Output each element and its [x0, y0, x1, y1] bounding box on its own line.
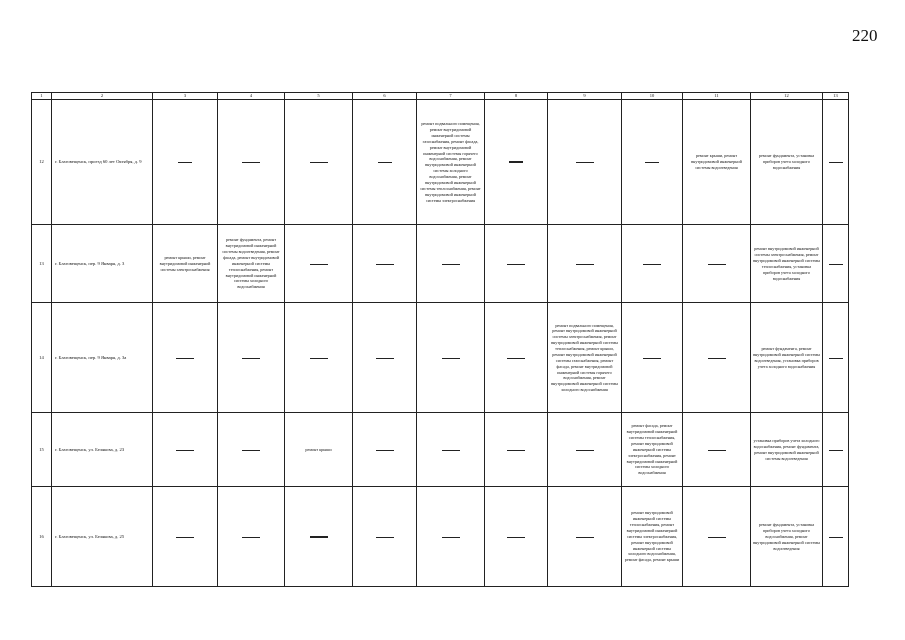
column-number: 11	[683, 93, 751, 100]
work-cell: ремонт подвального помещения, ремонт внутридомовой инженерной системы электроснабжения, ремонт внутридомовой инженерной системы теплоснабжения, ремонт крыши, ремонт внутридомовой инженерной системы газоснабжения, ремонт фасада, ремонт внутридомовой инженерной системы горячего водоснабжения, ремонт внутридомовой инженерной системы холодного водоснабжения	[548, 303, 622, 413]
empty-dash	[643, 358, 661, 359]
work-cell	[683, 487, 751, 587]
work-cell: ремонт фасада, ремонт внутридомовой инженерной системы теплоснабжения, ремонт внутридомовой инженерной системы электроснабжения, ремонт внутридомовой инженерной системы холодного водоснабжения	[622, 413, 683, 487]
empty-dash	[376, 358, 394, 359]
address-cell: г. Благовещенск, пер. 9 Января, д. 3а	[52, 303, 153, 413]
column-number: 3	[153, 93, 218, 100]
work-cell	[683, 413, 751, 487]
work-cell	[218, 100, 285, 225]
work-cell	[218, 487, 285, 587]
work-cell	[153, 413, 218, 487]
work-cell	[353, 100, 417, 225]
empty-dash	[376, 264, 394, 265]
column-number: 4	[218, 93, 285, 100]
work-cell	[823, 413, 849, 487]
work-cell	[683, 225, 751, 303]
work-cell: установка приборов учета холодного водоснабжения, ремонт фундамента, ремонт внутридомовой инженерной системы водоотведения	[751, 413, 823, 487]
empty-dash	[176, 537, 194, 538]
work-cell: ремонт крыши	[285, 413, 353, 487]
address-cell: г. Благовещенск, проезд 60 лет Октября, д. 9	[52, 100, 153, 225]
table-row	[32, 303, 849, 413]
work-cell: ремонт внутридомовой инженерной системы электроснабжения, ремонт внутридомовой инженерной системы теплоснабжения, установка приборов учета холодного водоснабжения	[751, 225, 823, 303]
work-cell	[285, 303, 353, 413]
empty-dash	[708, 358, 726, 359]
empty-dash	[378, 162, 392, 163]
empty-dash	[645, 162, 659, 163]
work-cell	[485, 225, 548, 303]
repair-schedule-table	[31, 92, 849, 587]
work-cell	[548, 413, 622, 487]
empty-dash	[376, 537, 394, 538]
work-cell	[417, 413, 485, 487]
empty-dash	[176, 358, 194, 359]
work-cell	[285, 487, 353, 587]
work-cell: ремонт крыши, ремонт внутридомовой инженерной системы водоотведения	[683, 100, 751, 225]
empty-dash	[576, 450, 594, 451]
work-cell	[622, 100, 683, 225]
column-number: 7	[417, 93, 485, 100]
work-cell	[218, 303, 285, 413]
empty-dash	[829, 537, 843, 538]
table-row	[32, 100, 849, 225]
work-cell: ремонт крыши, ремонт внутридомовой инженерной системы электроснабжения	[153, 225, 218, 303]
work-cell	[823, 100, 849, 225]
work-cell: ремонт фундамента, установка приборов учета холодного водоснабжения, ремонт внутридомовой инженерной системы водоотведения	[751, 487, 823, 587]
empty-dash	[376, 450, 394, 451]
empty-dash	[178, 162, 192, 163]
work-cell	[622, 303, 683, 413]
empty-dash	[829, 162, 843, 163]
empty-dash	[507, 264, 525, 265]
table-row	[32, 487, 849, 587]
work-cell	[153, 100, 218, 225]
empty-dash	[442, 264, 460, 265]
column-number: 13	[823, 93, 849, 100]
empty-dash	[507, 537, 525, 538]
empty-dash	[507, 358, 525, 359]
address-cell: г. Благовещенск, ул. Белякова, д. 25	[52, 487, 153, 587]
empty-dash	[310, 162, 328, 163]
page-number: 220	[852, 26, 878, 45]
column-number: 8	[485, 93, 548, 100]
empty-dash	[310, 358, 328, 359]
work-cell	[683, 303, 751, 413]
work-cell	[485, 303, 548, 413]
work-cell: ремонт фундамента, ремонт внутридомовой инженерной системы водоотведения, ремонт фасада, ремонт внутридомовой инженерной системы теплоснабжения, ремонт внутридомовой инженерной системы холодного водоснабжения	[218, 225, 285, 303]
column-numbers-row	[32, 93, 849, 100]
row-number: 15	[32, 413, 52, 487]
row-number: 13	[32, 225, 52, 303]
work-cell	[153, 303, 218, 413]
work-cell	[417, 303, 485, 413]
empty-dash	[643, 264, 661, 265]
column-number: 6	[353, 93, 417, 100]
column-number: 5	[285, 93, 353, 100]
work-cell	[823, 225, 849, 303]
address-cell: г. Благовещенск, пер. 9 Января, д. 3	[52, 225, 153, 303]
empty-dash	[829, 264, 843, 265]
work-cell	[417, 225, 485, 303]
column-number: 2	[52, 93, 153, 100]
empty-dash	[310, 536, 328, 538]
empty-dash	[242, 450, 260, 451]
empty-dash	[242, 162, 260, 163]
empty-dash	[576, 537, 594, 538]
work-cell	[353, 303, 417, 413]
column-number: 9	[548, 93, 622, 100]
work-cell: ремонт внутридомовой инженерной системы теплоснабжения, ремонт внутридомовой инженерной системы электроснабжения, ремонт внутридомовой инженерной системы холодного водоснабжения, ремонт фасада, ремонт крыши	[622, 487, 683, 587]
empty-dash	[242, 537, 260, 538]
work-cell: ремонт подвального помещения, ремонт внутридомовой инженерной системы газоснабжения, ремонт фасада, ремонт внутридомовой инженерной системы горячего водоснабжения, ремонт внутридомовой инженерной системы холодного водоснабжения, ремонт внутридомовой инженерной системы теплоснабжения, ремонт внутридомовой инженерной системы электроснабжения	[417, 100, 485, 225]
work-cell	[823, 487, 849, 587]
empty-dash	[242, 358, 260, 359]
work-cell	[622, 225, 683, 303]
empty-dash	[442, 450, 460, 451]
empty-dash	[708, 537, 726, 538]
work-cell	[353, 413, 417, 487]
table-row	[32, 225, 849, 303]
work-cell	[548, 225, 622, 303]
work-cell	[417, 487, 485, 587]
work-cell	[548, 100, 622, 225]
work-cell	[353, 487, 417, 587]
address-cell: г. Благовещенск, ул. Белякова, д. 23	[52, 413, 153, 487]
work-cell	[485, 413, 548, 487]
table-row	[32, 413, 849, 487]
work-cell	[485, 100, 548, 225]
row-number: 16	[32, 487, 52, 587]
empty-dash	[509, 161, 523, 163]
empty-dash	[576, 162, 594, 163]
column-number: 10	[622, 93, 683, 100]
empty-dash	[708, 264, 726, 265]
row-number: 12	[32, 100, 52, 225]
empty-dash	[176, 450, 194, 451]
empty-dash	[442, 358, 460, 359]
empty-dash	[708, 450, 726, 451]
work-cell: ремонт фундамента, установка приборов учета холодного водоснабжения	[751, 100, 823, 225]
column-number: 12	[751, 93, 823, 100]
empty-dash	[310, 264, 328, 265]
work-cell	[153, 487, 218, 587]
work-cell	[218, 413, 285, 487]
work-cell	[823, 303, 849, 413]
empty-dash	[829, 358, 843, 359]
empty-dash	[507, 450, 525, 451]
work-cell	[285, 225, 353, 303]
work-cell	[548, 487, 622, 587]
work-cell	[285, 100, 353, 225]
empty-dash	[829, 450, 843, 451]
empty-dash	[442, 537, 460, 538]
work-cell	[485, 487, 548, 587]
column-number: 1	[32, 93, 52, 100]
row-number: 14	[32, 303, 52, 413]
empty-dash	[576, 264, 594, 265]
work-cell: ремонт фундамента, ремонт внутридомовой инженерной системы водоотведения, установка приборов учета холодного водоснабжения	[751, 303, 823, 413]
work-cell	[353, 225, 417, 303]
